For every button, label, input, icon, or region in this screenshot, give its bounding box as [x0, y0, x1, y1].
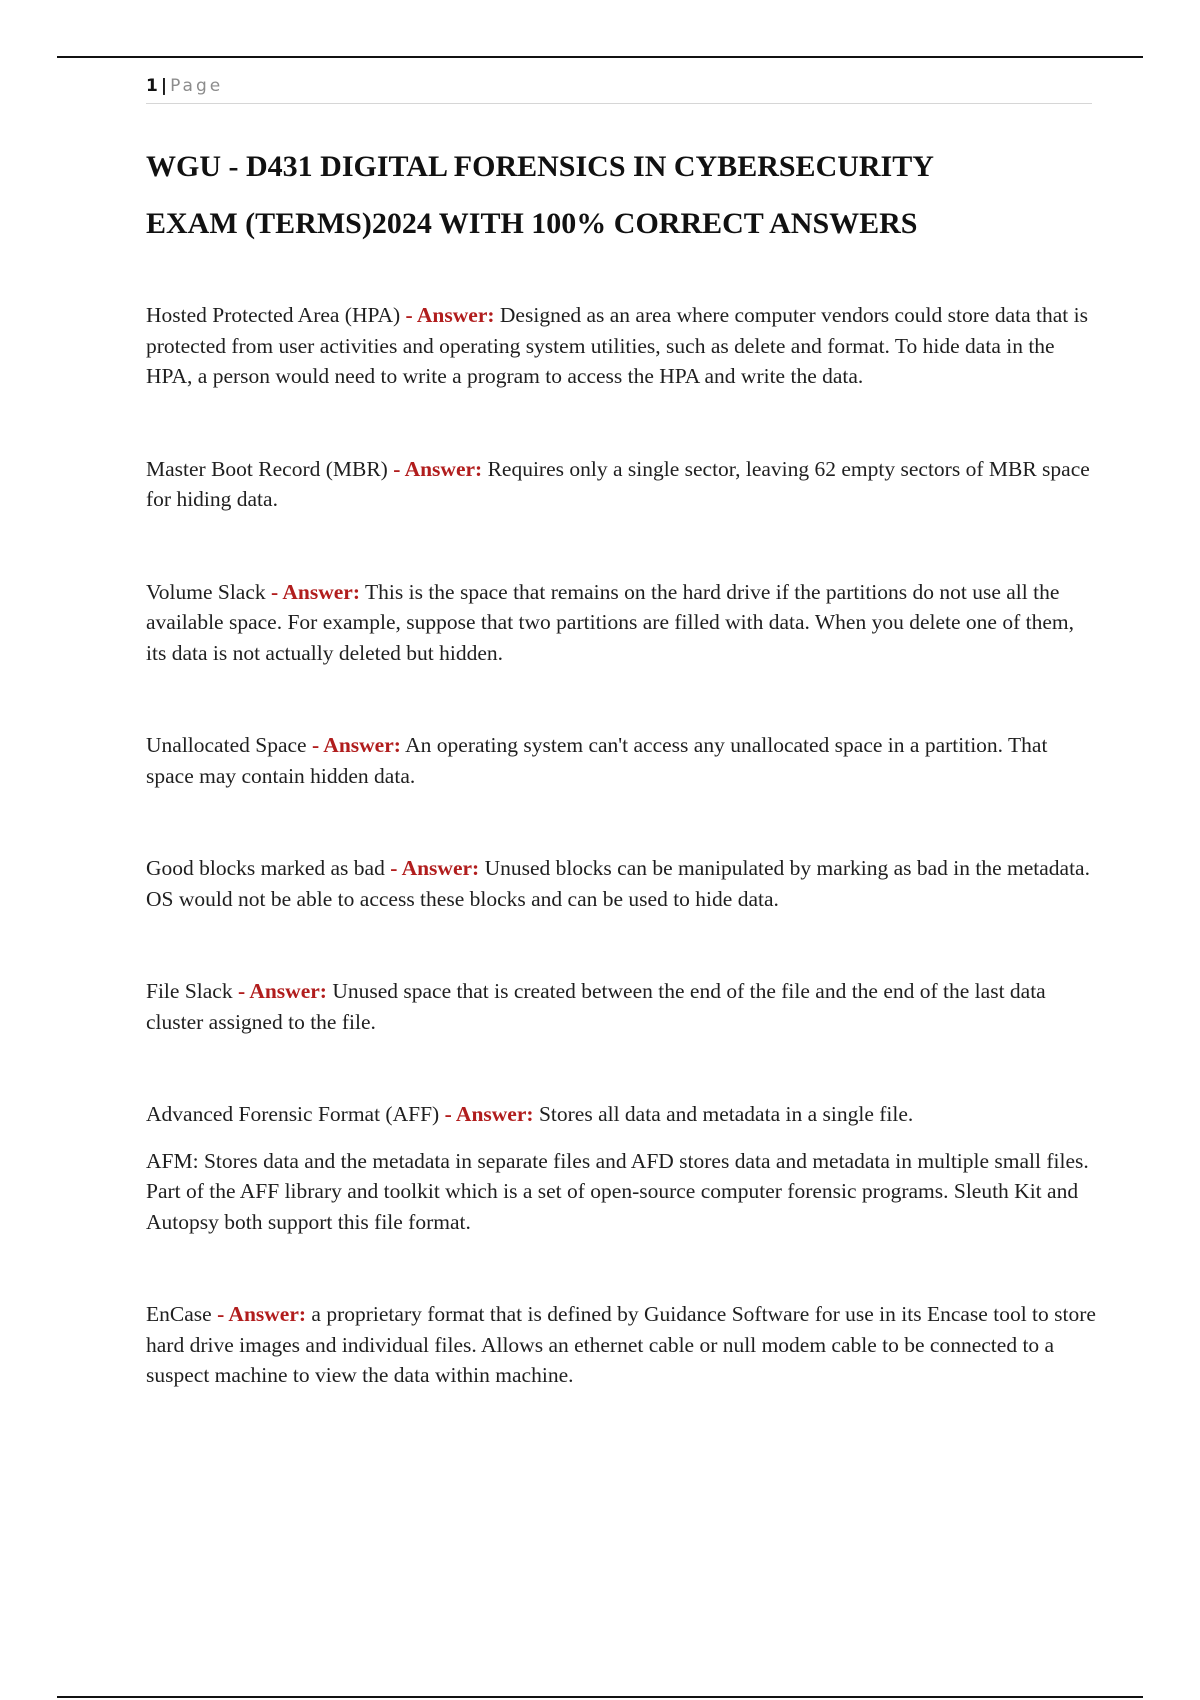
answer-label: - Answer: [271, 579, 360, 604]
answer-label: - Answer: [311, 733, 401, 757]
answer-text: Stores all data and metadata in a single file. [538, 1102, 914, 1126]
qa-item [146, 1099, 1096, 1237]
term: Advanced Forensic Format (AFF) [146, 1102, 440, 1126]
answer-label: - Answer: [217, 1302, 307, 1326]
answer-label: - Answer: [237, 979, 327, 1003]
term: EnCase [146, 1302, 212, 1326]
page-word: Page [170, 76, 224, 96]
qa-item [146, 577, 1096, 669]
page-separator: | [160, 76, 168, 96]
document-title [146, 138, 1106, 252]
term: Unallocated Space [146, 733, 307, 757]
answer-text: Designed as an area where computer vendors could store data that is protected from user activities and operating system utilities, such as delete and format. To hide data in the HPA, a person would need to write a program to access the HPA and write the data. [146, 303, 1088, 388]
page-header [146, 74, 1092, 104]
answer-label: - Answer: [390, 856, 480, 880]
term: Hosted Protected Area (HPA) [146, 303, 401, 327]
answer-label: - Answer: [405, 303, 495, 327]
answer-text: An operating system can't access any unallocated space in a partition. That space may contain hidden data. [146, 733, 1048, 788]
answer-text: Unused blocks can be manipulated by marking as bad in the metadata. OS would not be able to access these blocks and can be used to hide data. [146, 856, 1090, 911]
answer-text: This is the space that remains on the hard drive if the partitions do not use all the available space. For example, suppose that two partitions are filled with data. When you delete one of them, its data is not actually deleted but hidden. [146, 579, 1074, 665]
answer-text: a proprietary format that is defined by Guidance Software for use in its Encase tool to store hard drive images and individual files. Allows an ethernet cable or null modem cable to be connected to a suspect machine to view the data within machine. [146, 1302, 1096, 1387]
page-number: 1 [146, 76, 158, 96]
qa-item [146, 1299, 1096, 1391]
term: Volume Slack [146, 579, 266, 604]
title-line-1: WGU - D431 DIGITAL FORENSICS IN CYBERSECURITY [146, 150, 934, 183]
qa-item [146, 300, 1096, 392]
term: Master Boot Record (MBR) [146, 456, 388, 481]
term: File Slack [146, 979, 233, 1003]
qa-item [146, 454, 1096, 515]
title-line-2: EXAM (TERMS)2024 WITH 100% CORRECT ANSWERS [146, 207, 918, 240]
answer-text: Unused space that is created between the end of the file and the end of the last data cluster assigned to the file. [146, 979, 1046, 1034]
qa-item [146, 853, 1096, 914]
qa-item [146, 976, 1096, 1037]
top-rule [57, 56, 1143, 58]
answer-label: - Answer: [444, 1102, 534, 1126]
qa-list [146, 300, 1096, 1453]
answer-text: Requires only a single sector, leaving 62 empty sectors of MBR space for hiding data. [146, 456, 1090, 511]
term: Good blocks marked as bad [146, 856, 385, 880]
bottom-rule [57, 1696, 1143, 1698]
answer-label: - Answer: [393, 456, 483, 481]
qa-item [146, 730, 1096, 791]
answer-note: AFM: Stores data and the metadata in separate files and AFD stores data and metadata in multiple small files. Part of the AFF library and toolkit which is a set of open-source computer forensic programs. Sleuth Kit and Autopsy both support this file format. [146, 1148, 1089, 1234]
